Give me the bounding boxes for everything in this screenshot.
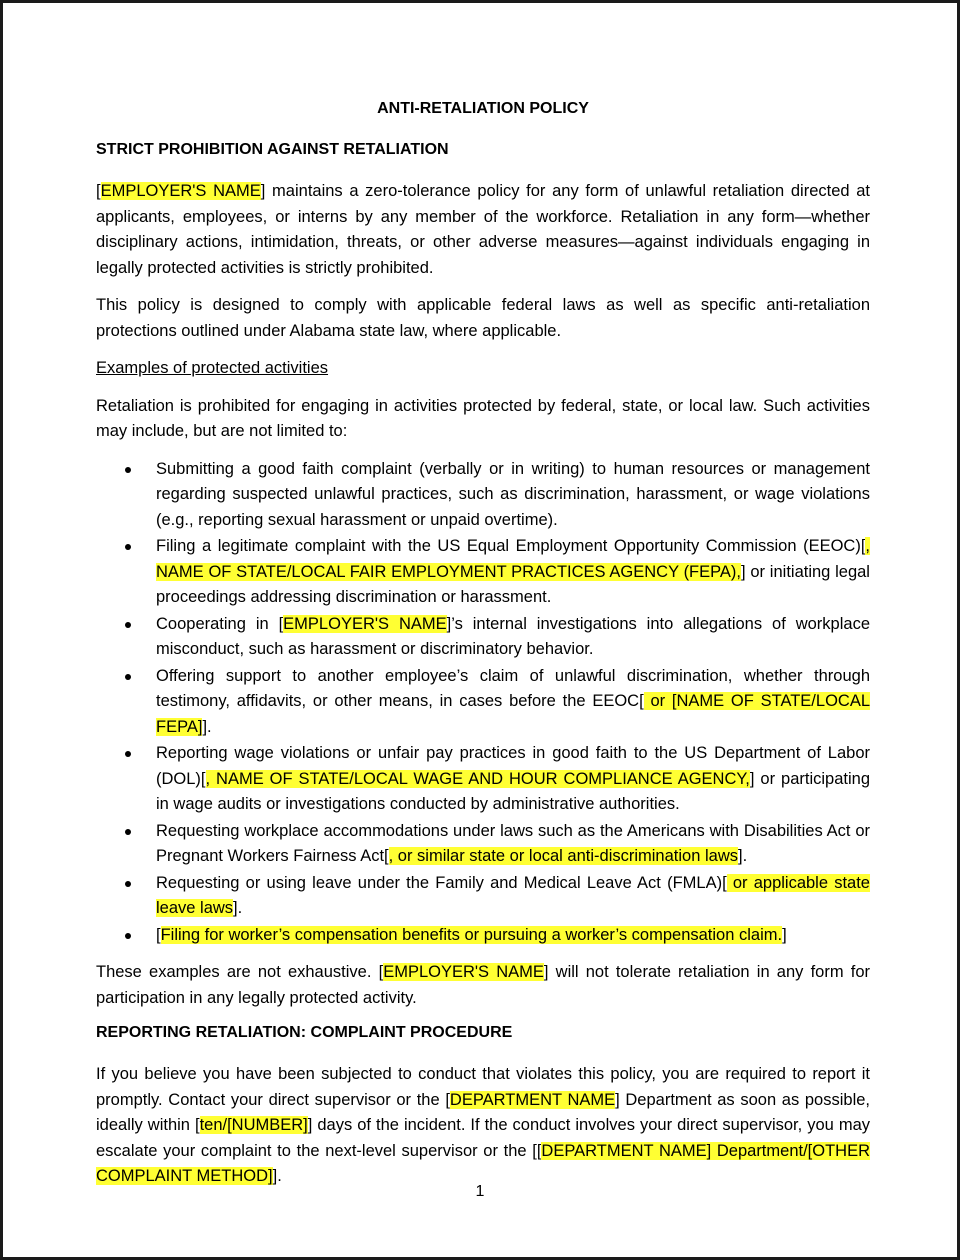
section-heading-complaint-procedure: REPORTING RETALIATION: COMPLAINT PROCEDURE [96,1024,513,1041]
paragraph-text: These examples are not exhaustive. [ [96,963,384,981]
section-heading-prohibition: STRICT PROHIBITION AGAINST RETALIATION [96,141,449,158]
list-item [96,741,870,818]
list-item [96,871,870,922]
placeholder-complaint-method: DEPARTMENT NAME] Department/[OTHER COMPLAINT METHOD] [96,1141,870,1185]
paragraph-text: ] days of the incident. If the conduct involves your direct supervisor, you may escalate your complaint to the next-level supervisor or the [[ [96,1116,871,1160]
list-item-text: ] [782,925,787,944]
list-item-text: Submitting a good faith complaint (verbally or in writing) to human resources or management regarding suspected unlawful practices, such as discrimination, harassment, or wage violations (e.g., reporting sexual harassment or unpaid overtime). [156,459,870,529]
list-item [96,457,870,534]
placeholder-state-fepa: or [NAME OF STATE/LOCAL FEPA] [156,692,870,736]
placeholder-days-number: ten/[NUMBER] [199,1116,308,1134]
placeholder-employer-name: EMPLOYER'S NAME [283,614,447,633]
placeholder-department-name: DEPARTMENT NAME [449,1090,616,1109]
placeholder-employer-name: EMPLOYER'S NAME [100,182,261,200]
bullet-icon [125,674,131,680]
examples-closing-paragraph [96,960,870,1011]
list-item-text: [ [156,925,161,944]
list-item-text: ]. [738,847,748,865]
document-body [96,99,870,1202]
placeholder-fepa: , NAME OF STATE/LOCAL FAIR EMPLOYMENT PRACTICES AGENCY (FEPA), [156,537,870,581]
list-item-text: ] or participating in wage audits or investigations conducted by administrative authorities. [156,769,870,813]
list-item-text: ]. [233,899,243,917]
bullet-icon [125,622,131,628]
document-title: ANTI-RETALIATION POLICY [377,100,589,117]
protected-activities-intro: Retaliation is prohibited for engaging in activities protected by federal, state, or local law. Such activities may include, but are not limited to: [96,396,870,440]
bullet-icon [125,751,131,757]
list-item [96,923,870,949]
list-item [96,534,870,611]
placeholder-leave-laws: or applicable state leave laws [156,873,870,917]
protected-activities-list [96,457,870,949]
list-item-text: Requesting or using leave under the Family and Medical Leave Act (FMLA)[ [156,873,727,892]
bullet-icon [125,933,131,939]
list-item-text: ]’s internal investigations into allegations of workplace misconduct, such as harassment or discriminatory behavior. [156,614,870,658]
policy-paragraph-compliance: This policy is designed to comply with applicable federal laws as well as specific anti-retaliation protections outlined under Alabama state law, where applicable. [96,296,870,340]
placeholder-employer-name: EMPLOYER'S NAME [383,963,544,981]
list-item-text: Filing a legitimate complaint with the US Equal Employment Opportunity Commission (EEOC)[ [156,537,866,555]
complaint-procedure-paragraph [96,1062,870,1190]
paragraph-text: ] Department as soon as possible, ideally within [ [96,1090,871,1134]
list-item-text: Reporting wage violations or unfair pay practices in good faith to the US Department of Labor (DOL)[ [156,744,870,788]
paragraph-text: If you believe you have been subjected to conduct that violates this policy, you are required to report it promptly. Contact your direct supervisor or the [ [96,1065,870,1109]
paragraph-text: ] maintains a zero-tolerance policy for any form of unlawful retaliation directed at applicants, employees, or interns by any member of the workforce. Retaliation in any form—whether disciplinary actions, intimidation, threats, or other adverse measures—against individuals engaging in legally protected activities is strictly prohibited. [96,182,871,277]
subheading-protected-activities: Examples of protected activities [96,359,329,377]
list-item [96,612,870,663]
placeholder-workers-comp: Filing for worker’s compensation benefits or pursuing a worker’s compensation claim. [160,925,783,944]
list-item [96,819,870,870]
policy-paragraph-zero-tolerance [96,179,870,281]
paragraph-text: ] will not tolerate retaliation in any form for participation in any legally protected activity. [96,963,871,1007]
paragraph-text: [ [96,182,101,200]
list-item-text: ] or initiating legal proceedings addressing discrimination or harassment. [156,562,870,606]
bullet-icon [125,881,131,887]
placeholder-wage-agency: , NAME OF STATE/LOCAL WAGE AND HOUR COMPLIANCE AGENCY, [205,769,750,788]
page-number: 1 [475,1183,485,1200]
bullet-icon [125,544,131,550]
placeholder-state-laws: , or similar state or local anti-discrimination laws [388,847,738,865]
list-item-text: Offering support to another employee’s claim of unlawful discrimination, whether through testimony, affidavits, or other means, in cases before the EEOC[ [156,666,870,710]
list-item-text: Cooperating in [ [156,614,284,633]
list-item [96,664,870,741]
list-item-text: Requesting workplace accommodations under laws such as the Americans with Disabilities Act or Pregnant Workers Fairness Act[ [156,821,870,865]
paragraph-text: ]. [272,1167,282,1185]
bullet-icon [125,829,131,835]
bullet-icon [125,467,131,473]
list-item-text: ]. [202,717,212,736]
